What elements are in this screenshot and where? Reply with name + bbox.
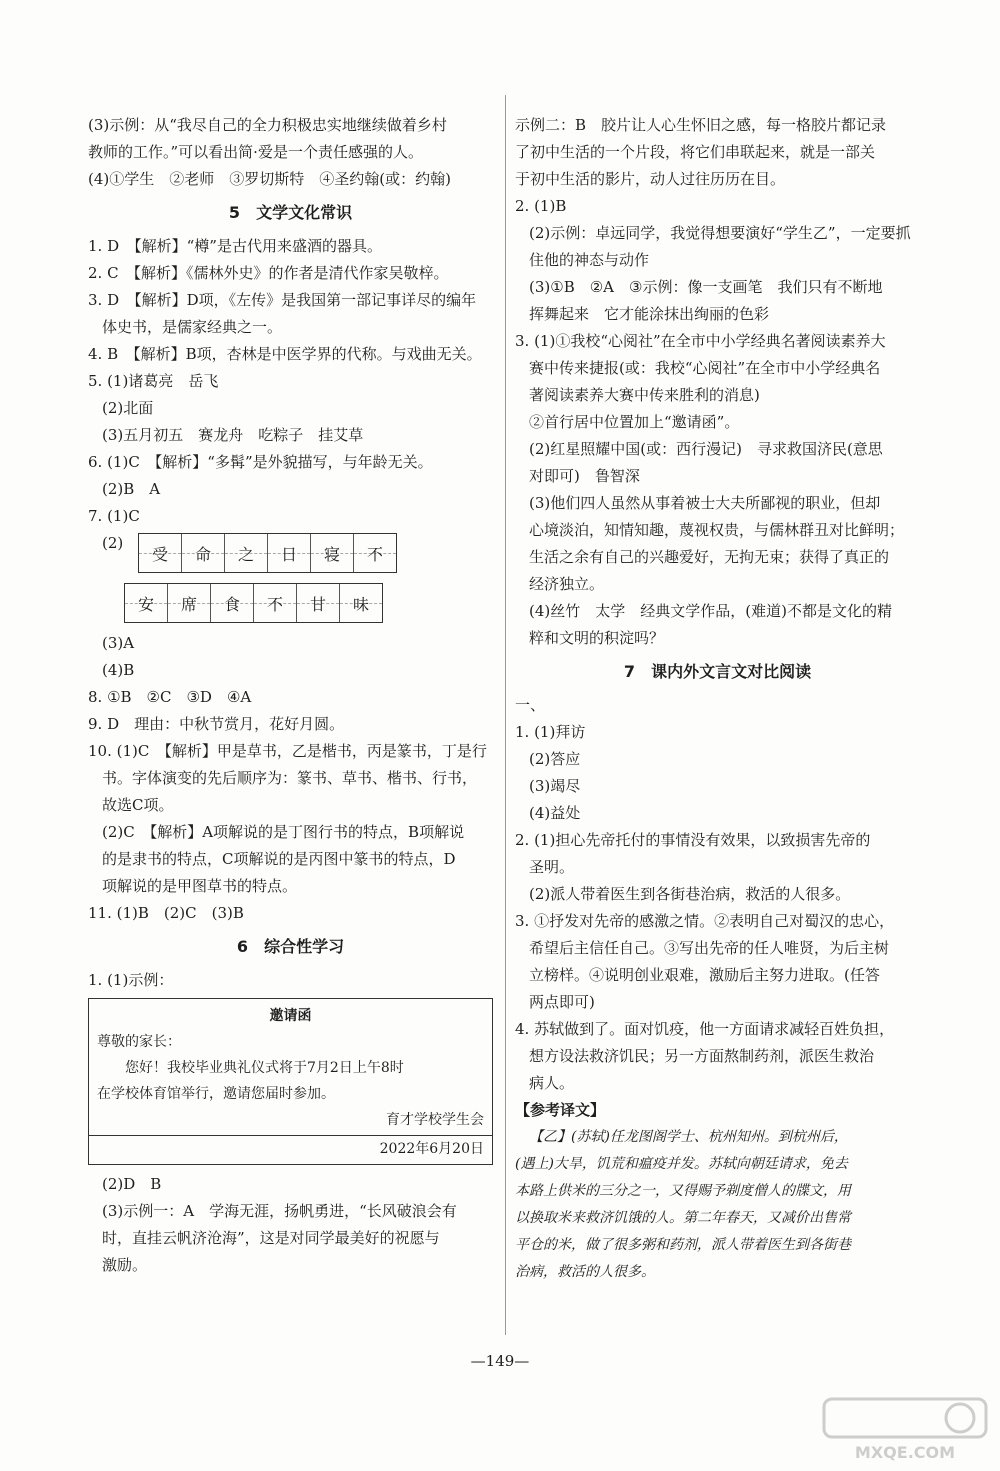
text-line: 示例二：B 胶片让人心生怀旧之感，每一格胶片都记录 — [515, 116, 887, 134]
text-line: (2)C 【解析】A项解说的是丁图行书的特点，B项解说 — [102, 823, 465, 841]
text-line: (4)丝竹 太学 经典文学作品，(难道)不都是文化的精 — [529, 602, 892, 620]
grid-cell: 命 — [182, 534, 225, 572]
text-line: 10. (1)C 【解析】甲是草书，乙是楷书，丙是篆书，丁是行 — [88, 742, 487, 760]
text-line: (3)竭尽 — [529, 777, 581, 795]
text-line: 11. (1)B (2)C (3)B — [88, 904, 244, 922]
text-line: 粹和文明的积淀吗？ — [529, 629, 665, 647]
grid-cell: 安 — [125, 584, 168, 622]
section-title: 综合性学习 — [264, 937, 345, 956]
text-line: (3)五月初五 赛龙舟 吃粽子 挂艾草 — [102, 426, 364, 444]
text-line: 7. (1)C — [88, 507, 140, 525]
letter-title: 邀请函 — [269, 1008, 312, 1024]
page-number: —149— — [470, 1352, 530, 1370]
text-line: (4)益处 — [529, 804, 581, 822]
text-line: 经济独立。 — [529, 575, 605, 593]
text-line: 2. C 【解析】《儒林外史》的作者是清代作家吴敬梓。 — [88, 264, 449, 282]
letter-date: 2022年6月20日 — [89, 1135, 492, 1162]
text-line: 生活之余有自己的兴趣爱好，无拘无束；获得了真正的 — [529, 548, 890, 566]
text-line: 故选C项。 — [102, 796, 174, 814]
text-line: 3. D 【解析】D项，《左传》是我国第一部记事详尽的编年 — [88, 291, 477, 309]
text-line: 两点即可) — [529, 993, 595, 1011]
text-line: 3. ①抒发对先帝的感激之情。②表明自己对蜀汉的忠心， — [515, 912, 895, 930]
letter-body: 您好！我校毕业典礼仪式将于7月2日上午8时 — [97, 1060, 404, 1076]
text-line: 挥舞起来 它才能涂抹出绚丽的色彩 — [529, 305, 770, 323]
text-line: 4. 苏轼做到了。面对饥疫，他一方面请求减轻百姓负担， — [515, 1020, 895, 1038]
text-line: 8. ①B ②C ③D ④A — [88, 688, 252, 706]
text-line: (2)示例：卓远同学，我觉得想要演好“学生乙”，一定要抓 — [529, 224, 911, 242]
text-line: 住他的神态与动作 — [529, 251, 650, 269]
text-line: (3)①B ②A ③示例：像一支画笔 我们只有不断地 — [529, 278, 883, 296]
grid-cell: 之 — [225, 534, 268, 572]
text-line: 6. (1)C 【解析】“多髯”是外貌描写，与年龄无关。 — [88, 453, 433, 471]
character-grid-row-2 — [88, 580, 493, 626]
reference-translation-title: 【参考译文】 — [515, 1101, 606, 1119]
grid-cell: 不 — [254, 584, 297, 622]
text-line: (2)北面 — [102, 399, 154, 417]
section-heading-6 — [88, 927, 493, 967]
text-line: 著阅读素养大赛中传来胜利的消息) — [529, 386, 760, 404]
text-line: 9. D 理由：中秋节赏月，花好月圆。 — [88, 715, 345, 733]
section-number: 5 — [228, 203, 241, 222]
text-line: 1. D 【解析】“樽”是古代用来盛酒的器具。 — [88, 237, 382, 255]
text-line: 2. (1)担心先帝托付的事情没有效果，以致损害先帝的 — [515, 831, 871, 849]
grid-cell: 食 — [211, 584, 254, 622]
section-heading-7 — [515, 652, 920, 692]
character-grid-row-1 — [88, 530, 493, 576]
text-line: (3)他们四人虽然从事着被士大夫所鄙视的职业，但却 — [529, 494, 881, 512]
handwritten-line: 平仓的米，做了很多粥和药剂，派人带着医生到各街巷 — [515, 1237, 851, 1253]
text-line: 5. (1)诸葛亮 岳飞 — [88, 372, 219, 390]
text-line: 项解说的是甲图草书的特点。 — [102, 877, 298, 895]
section-number: 6 — [236, 937, 249, 956]
text-line: 了初中生活的一个片段，将它们串联起来，就是一部关 — [515, 143, 876, 161]
right-column — [515, 112, 920, 1286]
text-line: 圣明。 — [529, 858, 575, 876]
handwritten-line: 治病，救活的人很多。 — [515, 1264, 655, 1280]
text-line: (2)D B — [102, 1175, 162, 1193]
text-line: 想方设法救济饥民；另一方面熬制药剂，派医生救治 — [529, 1047, 875, 1065]
handwritten-line: (遇上)大旱，饥荒和瘟疫并发。苏轼向朝廷请求，免去 — [515, 1156, 848, 1172]
text-line: 4. B 【解析】B项，杏林是中医学界的代称。与戏曲无关。 — [88, 345, 482, 363]
handwritten-line: 本路上供米的三分之一，又得赐予剃度僧人的牒文，用 — [515, 1183, 851, 1199]
text-line: (4)①学生 ②老师 ③罗切斯特 ④圣约翰(或：约翰) — [88, 170, 451, 188]
text-line: (2)红星照耀中国(或：西行漫记) 寻求救国济民(意思 — [529, 440, 883, 458]
text-line: ②首行居中位置加上“邀请函”。 — [529, 413, 740, 431]
section-heading-5 — [88, 193, 493, 233]
section-number: 7 — [623, 662, 636, 681]
grid-cell: 味 — [340, 584, 382, 622]
text-line: 1. (1)示例： — [88, 971, 174, 989]
text-line: (2)B A — [102, 480, 161, 498]
letter-signer: 育才学校学生会 — [386, 1112, 484, 1128]
character-grid — [124, 583, 383, 623]
text-line: 赛中传来捷报(或：我校“心阅社”在全市中小学经典名 — [529, 359, 881, 377]
text-line: 体史书，是儒家经典之一。 — [102, 318, 283, 336]
grid-cell: 日 — [268, 534, 311, 572]
text-line: 1. (1)拜访 — [515, 723, 586, 741]
text-line: 一、 — [515, 696, 546, 714]
left-column — [88, 112, 493, 1279]
text-line: 2. (1)B — [515, 197, 567, 215]
watermark-text: MXQE.COM — [854, 1443, 956, 1462]
text-line: 希望后主信任自己。③写出先帝的任人唯贤，为后主树 — [529, 939, 890, 957]
handwritten-line: 【乙】(苏轼)任龙图阁学士、杭州知州。到杭州后， — [529, 1129, 848, 1145]
handwritten-line: 以换取米来救济饥饿的人。第二年春天，又减价出售常 — [515, 1210, 851, 1226]
section-title: 课内外文言文对比阅读 — [651, 662, 812, 681]
text-line: 立榜样。④说明创业艰难，激励后主努力进取。(任答 — [529, 966, 880, 984]
column-divider — [505, 95, 506, 1335]
text-line: 教师的工作。”可以看出简·爱是一个责任感强的人。 — [88, 143, 423, 161]
character-grid — [138, 533, 397, 573]
text-line: 书。字体演变的先后顺序为：篆书、草书、楷书、行书， — [102, 769, 478, 787]
grid-cell: 不 — [354, 534, 396, 572]
grid-cell: 甘 — [297, 584, 340, 622]
text-line: (3)示例一：A 学海无涯，扬帆勇进，“长风破浪会有 — [102, 1202, 457, 1220]
letter-body: 在学校体育馆举行，邀请您届时参加。 — [97, 1086, 335, 1102]
text-line: 3. (1)①我校“心阅社”在全市中小学经典名著阅读素养大 — [515, 332, 886, 350]
text-line: 病人。 — [529, 1074, 575, 1092]
text-line: (2)答应 — [529, 750, 581, 768]
text-line: 时，直挂云帆济沧海”，这是对同学最美好的祝愿与 — [102, 1229, 440, 1247]
text-line: 激励。 — [102, 1256, 148, 1274]
grid-label: (2) — [102, 534, 124, 552]
grid-cell: 席 — [168, 584, 211, 622]
section-title: 文学文化常识 — [256, 203, 353, 222]
invitation-letter-box — [88, 998, 493, 1165]
watermark-logo — [820, 1395, 990, 1465]
grid-cell: 寝 — [311, 534, 354, 572]
text-line: 心境淡泊，知情知趣，蔑视权贵，与儒林群丑对比鲜明； — [529, 521, 905, 539]
grid-cell: 受 — [139, 534, 182, 572]
text-line: (3)A — [102, 634, 135, 652]
text-line: 于初中生活的影片，动人过往历历在目。 — [515, 170, 786, 188]
text-line: (3)示例：从“我尽自己的全力积极忠实地继续做着乡村 — [88, 116, 447, 134]
text-line: (2)派人带着医生到各街巷治病，救活的人很多。 — [529, 885, 851, 903]
letter-salutation: 尊敬的家长： — [97, 1034, 181, 1050]
text-line: (4)B — [102, 661, 135, 679]
text-line: 对即可) 鲁智深 — [529, 467, 640, 485]
text-line: 的是隶书的特点，C项解说的是丙图中篆书的特点，D — [102, 850, 456, 868]
